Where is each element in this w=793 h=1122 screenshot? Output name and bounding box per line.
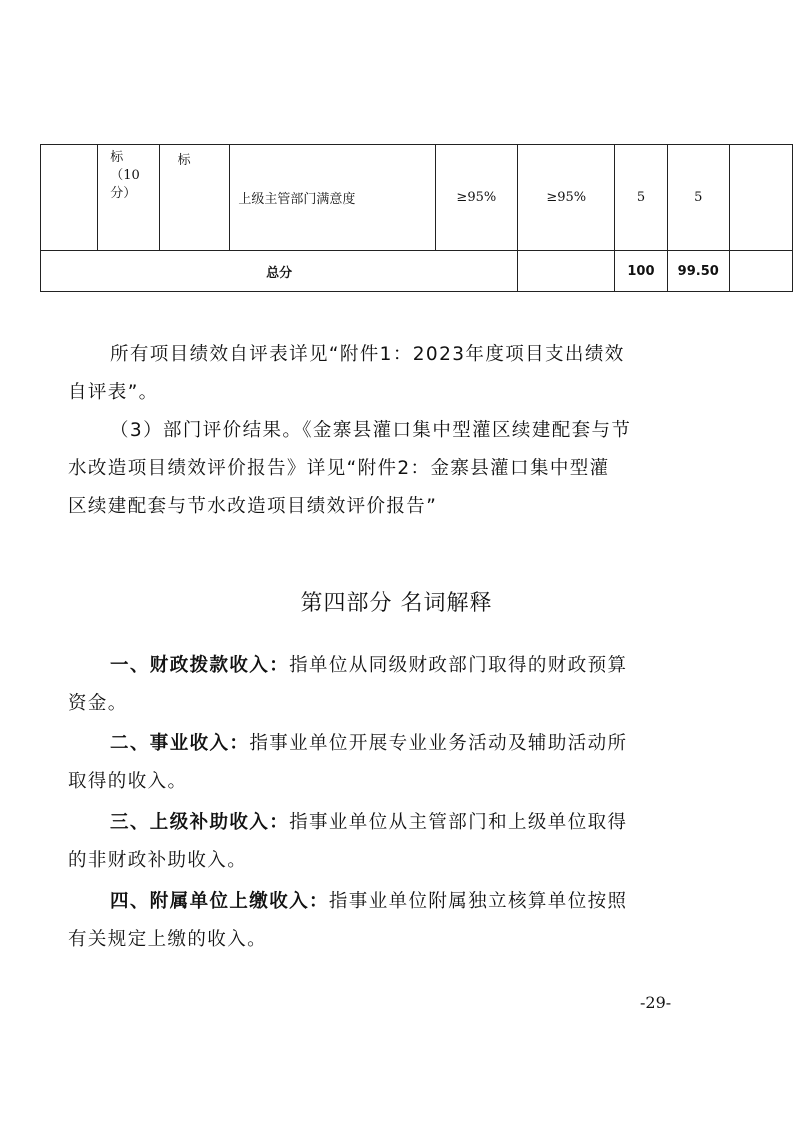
paragraph-self-evaluation [68, 336, 694, 412]
definition-text: 取得的收入。 [68, 771, 188, 792]
score-cell: 5 [667, 145, 729, 251]
cell-line: 分） [110, 186, 137, 201]
paragraph-line: 所有项目绩效自评表详见“附件1：2023年度项目支出绩效 [110, 344, 625, 365]
cell-line: （10 [110, 168, 140, 183]
performance-table [40, 144, 793, 292]
definition-item [68, 804, 694, 880]
definition-term: 四、附属单位上缴收入： [110, 891, 329, 912]
cell-line: 标 [110, 150, 124, 165]
definition-text: 指事业单位开展专业业务活动及辅助活动所 [249, 733, 628, 754]
definition-text: 指事业单位附属独立核算单位按照 [328, 891, 628, 912]
table-cell-empty [518, 251, 615, 292]
paragraph-line: 水改造项目绩效评价报告》详见“附件2：金寨县灌口集中型灌 [68, 458, 610, 479]
definition-text: 指事业单位从主管部门和上级单位取得 [289, 812, 628, 833]
total-weight-cell: 100 [615, 251, 667, 292]
page-number: -29- [640, 993, 672, 1012]
total-label-cell: 总分 [41, 251, 518, 292]
definition-term: 三、上级补助收入： [110, 812, 290, 833]
weight-cell: 5 [615, 145, 667, 251]
definition-term: 一、财政拨款收入： [110, 655, 290, 676]
indicator-name-cell: 上级主管部门满意度 [230, 145, 435, 251]
section-heading: 第四部分 名词解释 [300, 591, 493, 616]
paragraph-line: 区续建配套与节水改造项目绩效评价报告” [68, 496, 438, 517]
indicator-level2-cell: 标 [159, 145, 230, 251]
definition-item [68, 883, 694, 959]
note-cell [729, 145, 792, 251]
paragraph-line: 自评表”。 [68, 382, 159, 403]
definition-text: 有关规定上缴的收入。 [68, 929, 268, 950]
paragraph-department-evaluation [68, 412, 694, 526]
definition-term: 二、事业收入： [110, 733, 250, 754]
paragraph-line: （3）部门评价结果。《金寨县灌口集中型灌区续建配套与节 [110, 420, 632, 441]
table-row [41, 145, 793, 251]
definition-item [68, 647, 694, 723]
indicator-level1-cell [98, 145, 159, 251]
total-score-cell: 99.50 [667, 251, 729, 292]
definition-text: 指单位从同级财政部门取得的财政预算 [289, 655, 628, 676]
table-row-total [41, 251, 793, 292]
table-cell-empty [729, 251, 792, 292]
definition-text: 资金。 [68, 693, 128, 714]
actual-value-cell: ≥95% [518, 145, 615, 251]
definition-text: 的非财政补助收入。 [68, 850, 248, 871]
target-value-cell: ≥95% [435, 145, 518, 251]
table-cell-empty [41, 145, 98, 251]
definition-item [68, 725, 694, 801]
